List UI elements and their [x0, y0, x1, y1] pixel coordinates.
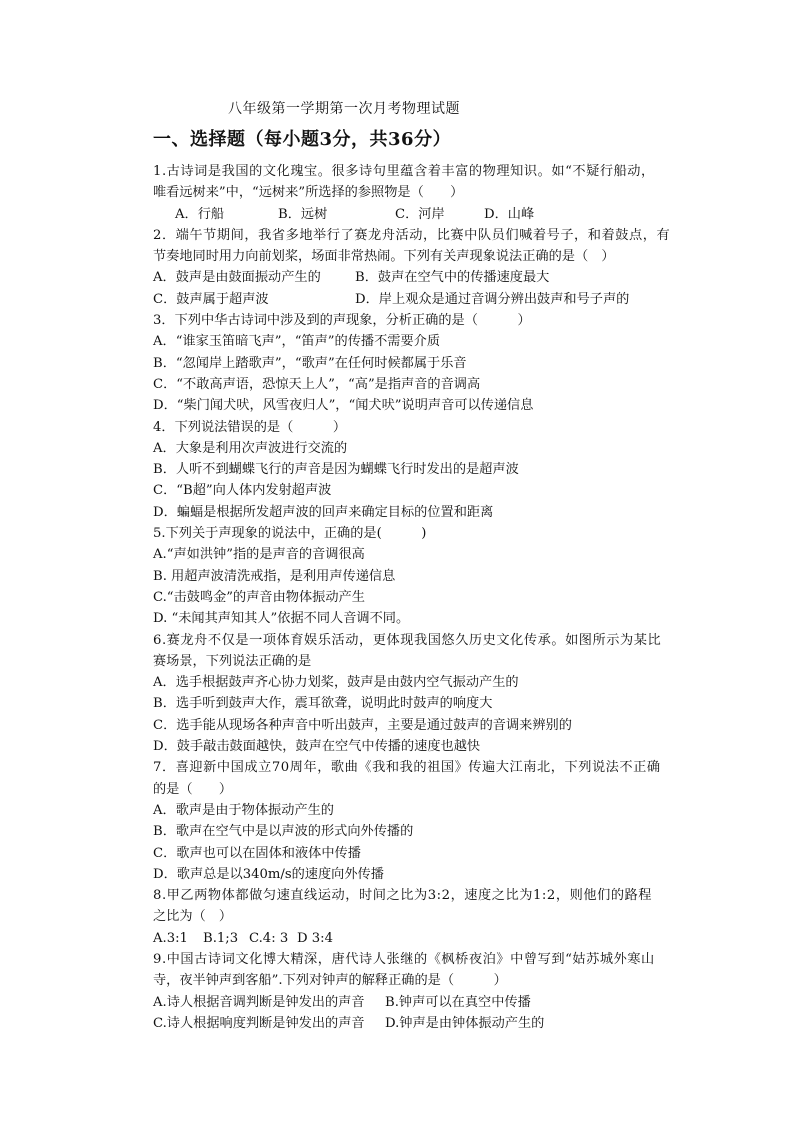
question-body — [153, 161, 693, 1034]
text-line: 5.下列关于声现象的说法中，正确的是( ) — [153, 526, 427, 542]
option: D．山峰 — [484, 206, 535, 222]
option-row — [153, 204, 693, 225]
option: B．远树 — [278, 206, 328, 222]
option: C.4: 3 — [249, 930, 289, 946]
text-line: 节奏地同时用力向前划桨，场面非常热闹。下列有关声现象说法正确的是（ ） — [153, 249, 615, 265]
text-line: 之比为（ ） — [153, 909, 233, 925]
page-title: 八年级第一学期第一次月考物理试题 — [228, 101, 460, 117]
option-row — [153, 289, 693, 310]
text-line: B．“忽闻岸上踏歌声”，“歌声”在任何时候都属于乐音 — [153, 355, 467, 371]
text-line: D．“柴门闻犬吠，风雪夜归人”，“闻犬吠”说明声音可以传递信息 — [153, 398, 534, 414]
option: D 3:4 — [297, 930, 333, 946]
text-line: C．“不敢高声语，恐惊天上人”，“高”是指声音的音调高 — [153, 376, 481, 392]
option: C.诗人根据响度判断是钟发出的声音 — [153, 1015, 365, 1031]
text-line: 9.中国古诗词文化博大精深，唐代诗人张继的《枫桥夜泊》中曾写到“姑苏城外寒山 — [153, 951, 655, 967]
option: A．行船 — [175, 206, 225, 222]
text-line: B．人听不到蝴蝶飞行的声音是因为蝴蝶飞行时发出的是超声波 — [153, 462, 519, 478]
text-line: B．歌声在空气中是以声波的形式向外传播的 — [153, 824, 414, 840]
text-line: A．大象是利用次声波进行交流的 — [153, 440, 348, 456]
option: B．鼓声在空气中的传播速度最大 — [355, 270, 550, 286]
text-line: 唯看远树来”中，“远树来”所选择的参照物是（ ） — [153, 185, 464, 201]
option-row — [153, 267, 693, 288]
option: C．河岸 — [395, 206, 445, 222]
option-row — [153, 1013, 693, 1034]
text-line: 4．下列说法错误的是（ ） — [153, 419, 347, 435]
text-line: 的是（ ） — [153, 781, 233, 797]
text-line: C．“B超”向人体内发射超声波 — [153, 483, 332, 499]
text-line: C．选手能从现场各种声音中听出鼓声，主要是通过鼓声的音调来辨别的 — [153, 717, 572, 733]
option-row — [153, 992, 693, 1013]
text-line: C．歌声也可以在固体和液体中传播 — [153, 845, 361, 861]
text-line: 赛场景，下列说法正确的是 — [153, 653, 312, 669]
option: D．岸上观众是通过音调分辨出鼓声和号子声的 — [355, 291, 630, 307]
text-line: C.“击鼓鸣金”的声音由物体振动产生 — [153, 589, 365, 605]
option: A．鼓声是由鼓面振动产生的 — [153, 270, 321, 286]
text-line: B．选手听到鼓声大作，震耳欲聋，说明此时鼓声的响度大 — [153, 696, 493, 712]
text-line: 8.甲乙两物体都做匀速直线运动，时间之比为3:2，速度之比为1:2，则他们的路程 — [153, 888, 653, 904]
text-line: A．“谁家玉笛暗飞声”，“笛声”的传播不需要介质 — [153, 334, 441, 350]
option: B.1;3 — [203, 930, 239, 946]
option-row — [153, 928, 693, 949]
text-line: B. 用超声波清洗戒指，是利用声传递信息 — [153, 568, 396, 584]
option: D.钟声是由钟体振动产生的 — [385, 1015, 545, 1031]
text-line: D．鼓手敲击鼓面越快，鼓声在空气中传播的速度也越快 — [153, 739, 481, 755]
text-line: 1.古诗词是我国的文化瑰宝。很多诗句里蕴含着丰富的物理知识。如“不疑行船动， — [153, 164, 655, 179]
text-line: D．蝙蝠是根据所发超声波的回声来确定目标的位置和距离 — [153, 504, 494, 520]
text-line: 7．喜迎新中国成立70周年，歌曲《我和我的祖国》传遍大江南北，下列说法不正确 — [153, 760, 661, 776]
text-line: A．歌声是由于物体振动产生的 — [153, 802, 334, 818]
text-line: A．选手根据鼓声齐心协力划桨，鼓声是由鼓内空气振动产生的 — [153, 675, 519, 691]
section-heading: 一、选择题（每小题3分，共36分） — [153, 129, 452, 150]
text-line: A.“声如洪钟”指的是声音的音调很高 — [153, 547, 365, 563]
text-line: 3．下列中华古诗词中涉及到的声现象，分析正确的是（ ） — [153, 313, 531, 329]
text-line: 寺，夜半钟声到客船”.下列对钟声的解释正确的是（ ） — [153, 973, 507, 989]
option: C．鼓声属于超声波 — [153, 291, 269, 307]
option: B.钟声可以在真空中传播 — [385, 994, 531, 1010]
option: A.诗人根据音调判断是钟发出的声音 — [153, 994, 365, 1010]
text-line: 6.赛龙舟不仅是一项体育娱乐活动，更体现我国悠久历史文化传承。如图所示为某比 — [153, 632, 662, 648]
text-line: D. “未闻其声知其人”依据不同人音调不同。 — [153, 611, 410, 627]
text-line: 2．端午节期间，我省多地举行了赛龙舟活动，比赛中队员们喊着号子，和着鼓点，有 — [153, 227, 671, 243]
option: A.3:1 — [153, 930, 188, 946]
text-line: D．歌声总是以340m/s的速度向外传播 — [153, 866, 384, 882]
